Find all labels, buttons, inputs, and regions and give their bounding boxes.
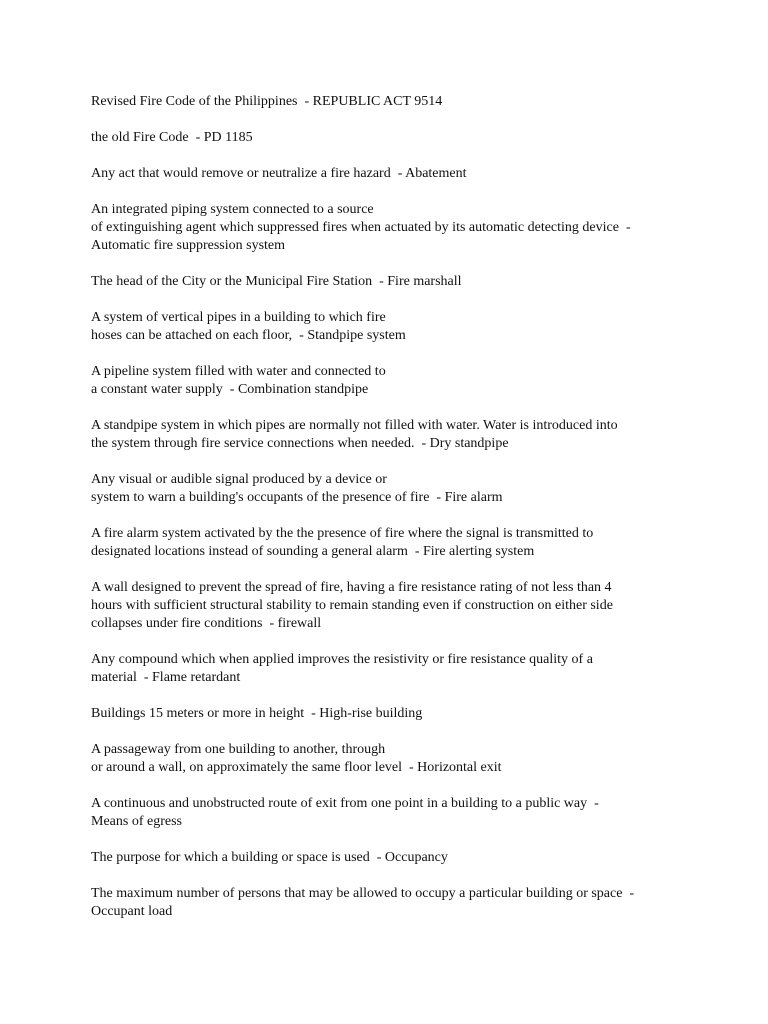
definition-entry: [91, 201, 751, 255]
definition-line: Any compound which when applied improves the resistivity or fire resistance quality of a: [91, 652, 593, 667]
definition-entry: [91, 579, 751, 633]
definition-line: hoses can be attached on each floor, - Standpipe system: [91, 328, 406, 343]
definition-line: the system through fire service connections when needed. - Dry standpipe: [91, 436, 509, 451]
definition-line: The head of the City or the Municipal Fire Station - Fire marshall: [91, 274, 462, 289]
document-body: [91, 93, 751, 939]
definition-entry: [91, 849, 751, 867]
definition-entry: [91, 525, 751, 561]
definition-line: An integrated piping system connected to a source: [91, 202, 374, 217]
definition-entry: [91, 705, 751, 723]
definition-entry: [91, 885, 751, 921]
definition-line: Revised Fire Code of the Philippines - REPUBLIC ACT 9514: [91, 94, 443, 109]
definition-line: A wall designed to prevent the spread of fire, having a fire resistance rating of not less than 4: [91, 580, 612, 595]
definition-entry: [91, 417, 751, 453]
definition-line: designated locations instead of sounding a general alarm - Fire alerting system: [91, 544, 535, 559]
definition-line: or around a wall, on approximately the same floor level - Horizontal exit: [91, 760, 502, 775]
definition-entry: [91, 165, 751, 183]
definition-entry: [91, 129, 751, 147]
definition-line: A pipeline system filled with water and connected to: [91, 364, 386, 379]
definition-line: Any act that would remove or neutralize a fire hazard - Abatement: [91, 166, 467, 181]
definition-line: The purpose for which a building or space is used - Occupancy: [91, 850, 448, 865]
definition-line: A passageway from one building to another, through: [91, 742, 386, 757]
definition-line: Occupant load: [91, 904, 173, 919]
definition-line: of extinguishing agent which suppressed fires when actuated by its automatic detecting device -: [91, 220, 631, 235]
definition-line: Any visual or audible signal produced by a device or: [91, 472, 387, 487]
definition-entry: [91, 309, 751, 345]
definition-line: A system of vertical pipes in a building to which fire: [91, 310, 386, 325]
definition-entry: [91, 363, 751, 399]
definition-line: material - Flame retardant: [91, 670, 241, 685]
definition-entry: [91, 93, 751, 111]
definition-line: system to warn a building's occupants of the presence of fire - Fire alarm: [91, 490, 503, 505]
definition-line: A standpipe system in which pipes are normally not filled with water. Water is introduced into: [91, 418, 618, 433]
definition-entry: [91, 651, 751, 687]
definition-line: hours with sufficient structural stability to remain standing even if construction on either side: [91, 598, 613, 613]
definition-line: a constant water supply - Combination standpipe: [91, 382, 369, 397]
definition-line: collapses under fire conditions - firewall: [91, 616, 322, 631]
definition-line: The maximum number of persons that may be allowed to occupy a particular building or space -: [91, 886, 635, 901]
definition-line: Buildings 15 meters or more in height - High-rise building: [91, 706, 423, 721]
definition-line: Automatic fire suppression system: [91, 238, 286, 253]
definition-line: A continuous and unobstructed route of exit from one point in a building to a public way -: [91, 796, 599, 811]
definition-entry: [91, 273, 751, 291]
definition-entry: [91, 741, 751, 777]
definition-entry: [91, 471, 751, 507]
definition-entry: [91, 795, 751, 831]
definition-line: A fire alarm system activated by the the presence of fire where the signal is transmitted to: [91, 526, 594, 541]
definition-line: the old Fire Code - PD 1185: [91, 130, 253, 145]
definition-line: Means of egress: [91, 814, 182, 829]
